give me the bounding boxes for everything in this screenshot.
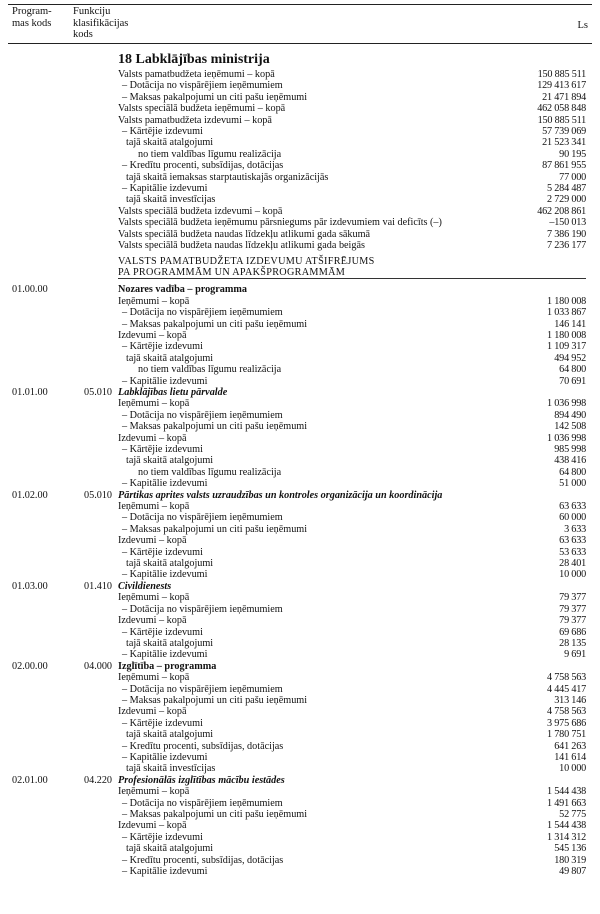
- table-row: [0, 330, 600, 341]
- function-code: 01.410: [84, 580, 113, 592]
- row-value: 10 000: [559, 763, 586, 775]
- row-value: 4 758 563: [547, 706, 586, 718]
- program-code: 01.01.00: [12, 386, 48, 398]
- table-row: [0, 455, 600, 466]
- table-row: [0, 398, 600, 409]
- row-label: – Kārtējie izdevumi: [122, 341, 203, 353]
- row-value: 4 758 563: [547, 672, 586, 684]
- table-row: [0, 103, 600, 114]
- table-row: [0, 194, 600, 205]
- row-label: tajā skaitā atalgojumi: [126, 137, 214, 149]
- row-value: 28 135: [559, 637, 586, 649]
- table-row: [0, 80, 600, 91]
- row-label: Izdevumi – kopā: [118, 706, 187, 718]
- row-value: 7 386 190: [547, 228, 586, 240]
- table-row: [0, 820, 600, 831]
- row-value: 70 691: [559, 375, 586, 387]
- program-code-header: Program- mas kods: [12, 6, 52, 29]
- row-value: 129 413 617: [537, 80, 586, 92]
- row-value: 60 000: [559, 512, 586, 524]
- table-row: [0, 706, 600, 717]
- table-row: [0, 615, 600, 626]
- row-value: 63 633: [559, 501, 586, 513]
- function-code: 05.010: [84, 489, 113, 501]
- row-value: 985 998: [554, 444, 586, 455]
- subprogram-row: [0, 581, 600, 592]
- row-value: 462 208 861: [537, 205, 586, 217]
- table-row: [0, 217, 600, 228]
- row-value: 51 000: [559, 478, 586, 490]
- row-label: Ieņēmumi – kopā: [118, 295, 190, 307]
- row-label: Izdevumi – kopā: [118, 615, 187, 627]
- row-label: – Dotācija no vispārējiem ieņēmumiem: [122, 409, 283, 421]
- table-row: [0, 160, 600, 171]
- table-row: [0, 319, 600, 330]
- row-value: 21 523 341: [542, 137, 586, 149]
- program-code: 02.00.00: [12, 660, 48, 672]
- row-label: no tiem valdības līgumu realizācija: [138, 148, 282, 160]
- row-value: 64 800: [559, 364, 586, 376]
- table-row: [0, 341, 600, 352]
- row-value: 1 036 998: [547, 432, 586, 444]
- table-row: [0, 421, 600, 432]
- row-label: Ieņēmumi – kopā: [118, 398, 190, 410]
- table-row: [0, 832, 600, 843]
- top-rule: [8, 4, 592, 5]
- row-value: 7 236 177: [547, 240, 586, 252]
- table-row: [0, 137, 600, 148]
- table-row: [0, 115, 600, 126]
- ministry-heading: [0, 51, 600, 69]
- row-value: 5 284 487: [547, 183, 586, 195]
- section-heading: [0, 267, 600, 278]
- table-row: [0, 240, 600, 251]
- table-row: [0, 364, 600, 375]
- row-label: – Dotācija no vispārējiem ieņēmumiem: [122, 307, 283, 319]
- table-row: [0, 649, 600, 660]
- row-label: – Maksas pakalpojumi un citi pašu ieņēmumi: [122, 523, 308, 535]
- table-row: [0, 798, 600, 809]
- table-row: [0, 855, 600, 866]
- row-label: Ieņēmumi – kopā: [118, 786, 190, 798]
- row-label: – Kredītu procenti, subsīdijas, dotācijas: [122, 740, 284, 752]
- row-value: 90 195: [559, 148, 586, 160]
- row-value: 462 058 848: [537, 103, 586, 115]
- row-label: Valsts speciālā budžeta ieņēmumi – kopā: [118, 103, 286, 115]
- table-row: [0, 206, 600, 217]
- row-label: – Kapitālie izdevumi: [122, 375, 208, 387]
- table-row: [0, 638, 600, 649]
- table-row: [0, 296, 600, 307]
- row-value: 21 471 894: [542, 91, 586, 103]
- program-code: 02.01.00: [12, 774, 48, 786]
- row-value: 4 445 417: [547, 683, 586, 695]
- row-value: 79 377: [559, 615, 586, 627]
- table-row: [0, 695, 600, 706]
- row-label: Izdevumi – kopā: [118, 432, 187, 444]
- row-value: 1 314 312: [547, 831, 586, 843]
- table-row: [0, 866, 600, 877]
- table-row: [0, 684, 600, 695]
- section-heading-text: PA PROGRAMMĀM UN APAKŠPROGRAMMĀM: [118, 266, 346, 278]
- row-label: – Dotācija no vispārējiem ieņēmumiem: [122, 603, 283, 615]
- subprogram-title: Pārtikas aprites valsts uzraudzības un kontroles organizācija un koordinācija: [118, 489, 443, 501]
- row-value: 2 729 000: [547, 194, 586, 206]
- table-row: [0, 547, 600, 558]
- table-row: [0, 627, 600, 638]
- row-value: 1 780 751: [547, 729, 586, 741]
- program-code: 01.00.00: [12, 284, 48, 296]
- row-label: – Kārtējie izdevumi: [122, 126, 203, 138]
- row-label: Valsts speciālā budžeta ieņēmumu pārsniegums pār izdevumiem vai deficīts (–): [118, 217, 442, 229]
- row-label: – Maksas pakalpojumi un citi pašu ieņēmumi: [122, 318, 308, 330]
- row-value: 69 686: [559, 626, 586, 638]
- row-label: – Kapitālie izdevumi: [122, 866, 208, 878]
- row-label: – Maksas pakalpojumi un citi pašu ieņēmumi: [122, 421, 308, 433]
- subprogram-title: Profesionālās izglītības mācību iestādes: [118, 774, 285, 786]
- table-row: [0, 512, 600, 523]
- budget-table: [0, 51, 600, 877]
- row-label: – Kapitālie izdevumi: [122, 751, 208, 763]
- table-row: [0, 149, 600, 160]
- table-row: [0, 535, 600, 546]
- ministry-title: 18 Labklājības ministrija: [118, 52, 270, 67]
- row-value: 1 544 438: [547, 786, 586, 798]
- row-value: 1 180 008: [547, 329, 586, 341]
- program-code: 01.03.00: [12, 580, 48, 592]
- row-label: Valsts speciālā budžeta naudas līdzekļu atlikumi gada sākumā: [118, 228, 371, 240]
- row-label: – Maksas pakalpojumi un citi pašu ieņēmumi: [122, 91, 308, 103]
- program-title: Izglītība – programma: [118, 660, 217, 672]
- row-value: 641 263: [554, 740, 586, 752]
- table-row: [0, 433, 600, 444]
- row-label: – Dotācija no vispārējiem ieņēmumiem: [122, 512, 283, 524]
- row-value: 87 861 955: [542, 160, 586, 172]
- row-label: – Dotācija no vispārējiem ieņēmumiem: [122, 80, 283, 92]
- row-value: 10 000: [559, 569, 586, 581]
- row-label: no tiem valdības līgumu realizācija: [138, 466, 282, 478]
- subprogram-title: Labklājības lietu pārvalde: [118, 386, 228, 398]
- row-value: 150 885 511: [537, 114, 586, 126]
- table-row: [0, 809, 600, 820]
- row-value: 141 614: [554, 751, 586, 763]
- table-row: [0, 444, 600, 455]
- function-code: 04.000: [84, 660, 113, 672]
- table-row: [0, 741, 600, 752]
- table-row: [0, 501, 600, 512]
- table-row: [0, 786, 600, 797]
- row-value: 79 377: [559, 603, 586, 615]
- table-row: [0, 229, 600, 240]
- row-label: tajā skaitā atalgojumi: [126, 558, 214, 570]
- divider: [118, 278, 586, 279]
- row-value: –150 013: [549, 217, 586, 229]
- row-label: Valsts speciālā budžeta izdevumi – kopā: [118, 205, 283, 217]
- row-label: Valsts pamatbudžeta ieņēmumi – kopā: [118, 69, 275, 80]
- program-title: Nozares vadība – programma: [118, 284, 247, 296]
- row-value: 1 033 867: [547, 307, 586, 319]
- subprogram-row: [0, 387, 600, 398]
- table-row: [0, 478, 600, 489]
- row-label: – Kārtējie izdevumi: [122, 546, 203, 558]
- currency-unit-header: Ls: [577, 20, 588, 31]
- row-label: – Kārtējie izdevumi: [122, 626, 203, 638]
- program-code: 01.02.00: [12, 489, 48, 501]
- row-label: Ieņēmumi – kopā: [118, 592, 190, 604]
- program-row: [0, 661, 600, 672]
- table-row: [0, 843, 600, 854]
- section-heading-text: VALSTS PAMATBUDŽETA IZDEVUMU ATŠIFRĒJUMS: [118, 255, 375, 267]
- row-label: – Kārtējie izdevumi: [122, 831, 203, 843]
- row-label: – Kapitālie izdevumi: [122, 569, 208, 581]
- table-row: [0, 763, 600, 774]
- row-label: tajā skaitā iemaksas starptautiskajās organizācijās: [126, 171, 329, 183]
- row-value: 894 490: [554, 409, 586, 421]
- row-value: 150 885 511: [537, 69, 586, 80]
- table-row: [0, 307, 600, 318]
- row-value: 1 491 663: [547, 797, 586, 809]
- row-value: 49 807: [559, 866, 586, 878]
- row-label: tajā skaitā atalgojumi: [126, 843, 214, 855]
- table-row: [0, 69, 600, 80]
- subprogram-title: Civildienests: [118, 580, 172, 592]
- row-label: tajā skaitā atalgojumi: [126, 352, 214, 364]
- row-label: – Kredītu procenti, subsīdijas, dotācijas: [122, 854, 284, 866]
- row-value: 9 691: [564, 649, 586, 661]
- table-row: [0, 183, 600, 194]
- row-label: no tiem valdības līgumu realizācija: [138, 364, 282, 376]
- row-label: – Maksas pakalpojumi un citi pašu ieņēmumi: [122, 809, 308, 820]
- row-label: Valsts speciālā budžeta naudas līdzekļu atlikumi gada beigās: [118, 240, 365, 252]
- row-label: – Kapitālie izdevumi: [122, 183, 208, 195]
- table-row: [0, 752, 600, 763]
- table-row: [0, 410, 600, 421]
- row-label: – Kapitālie izdevumi: [122, 649, 208, 661]
- row-label: tajā skaitā atalgojumi: [126, 455, 214, 467]
- function-code: 04.220: [84, 774, 113, 786]
- row-label: tajā skaitā investīcijas: [126, 194, 216, 206]
- table-row: [0, 718, 600, 729]
- row-label: – Kredītu procenti, subsīdijas, dotācijas: [122, 160, 284, 172]
- table-row: [0, 467, 600, 478]
- program-row: [0, 284, 600, 295]
- row-value: 28 401: [559, 558, 586, 570]
- table-row: [0, 672, 600, 683]
- row-label: – Kapitālie izdevumi: [122, 478, 208, 490]
- row-value: 180 319: [554, 854, 586, 866]
- row-label: Izdevumi – kopā: [118, 329, 187, 341]
- table-row: [0, 592, 600, 603]
- table-row: [0, 353, 600, 364]
- table-row: [0, 729, 600, 740]
- row-label: tajā skaitā investīcijas: [126, 763, 216, 775]
- row-label: – Dotācija no vispārējiem ieņēmumiem: [122, 683, 283, 695]
- row-value: 494 952: [554, 352, 586, 364]
- row-value: 64 800: [559, 466, 586, 478]
- subprogram-row: [0, 775, 600, 786]
- row-label: – Kārtējie izdevumi: [122, 717, 203, 729]
- row-value: 545 136: [554, 843, 586, 855]
- row-value: 3 633: [564, 523, 586, 535]
- function-code: 05.010: [84, 386, 113, 398]
- row-label: Ieņēmumi – kopā: [118, 672, 190, 684]
- table-row: [0, 172, 600, 183]
- table-row: [0, 558, 600, 569]
- row-value: 77 000: [559, 171, 586, 183]
- row-label: tajā skaitā atalgojumi: [126, 637, 214, 649]
- row-value: 1 180 008: [547, 295, 586, 307]
- row-label: Izdevumi – kopā: [118, 535, 187, 547]
- section-heading: [0, 256, 600, 267]
- row-value: 52 775: [559, 809, 586, 820]
- row-label: – Maksas pakalpojumi un citi pašu ieņēmumi: [122, 694, 308, 706]
- row-label: – Dotācija no vispārējiem ieņēmumiem: [122, 797, 283, 809]
- row-value: 1 036 998: [547, 398, 586, 410]
- table-row: [0, 92, 600, 103]
- row-label: Izdevumi – kopā: [118, 820, 187, 832]
- subprogram-row: [0, 490, 600, 501]
- row-value: 79 377: [559, 592, 586, 604]
- row-label: tajā skaitā atalgojumi: [126, 729, 214, 741]
- table-row: [0, 604, 600, 615]
- header-rule: [8, 43, 592, 44]
- row-value: 1 544 438: [547, 820, 586, 832]
- table-row: [0, 126, 600, 137]
- row-value: 142 508: [554, 421, 586, 433]
- row-value: 146 141: [554, 318, 586, 330]
- row-value: 1 109 317: [547, 341, 586, 353]
- table-row: [0, 376, 600, 387]
- row-label: Valsts pamatbudžeta izdevumi – kopā: [118, 114, 272, 126]
- row-value: 438 416: [554, 455, 586, 467]
- table-row: [0, 569, 600, 580]
- row-value: 53 633: [559, 546, 586, 558]
- row-label: Ieņēmumi – kopā: [118, 501, 190, 513]
- row-value: 63 633: [559, 535, 586, 547]
- row-label: – Kārtējie izdevumi: [122, 444, 203, 455]
- function-code-header: Funkciju klasifikācijas kods: [73, 6, 129, 40]
- row-value: 57 739 069: [542, 126, 586, 138]
- row-value: 313 146: [554, 694, 586, 706]
- table-row: [0, 524, 600, 535]
- row-value: 3 975 686: [547, 717, 586, 729]
